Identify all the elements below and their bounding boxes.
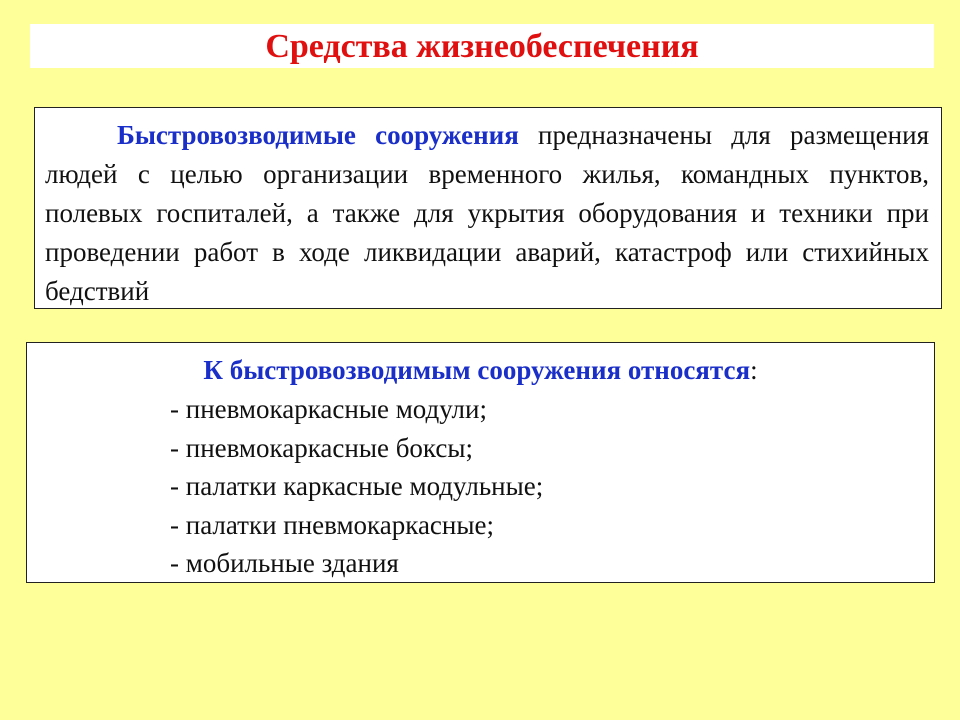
types-heading-text: К быстровозводимым сооружения относятся — [203, 355, 751, 385]
list-item: - пневмокаркасные модули; — [170, 394, 487, 424]
list-item: - пневмокаркасные боксы; — [170, 432, 473, 463]
slide-title: Средства жизнеобеспечения — [265, 28, 699, 65]
definition-term: Быстровозводимые сооружения — [117, 120, 519, 150]
types-list — [170, 390, 543, 583]
definition-text: предназначены для размещения людей с целью организации временного жилья, командных пунктов, полевых госпиталей, а также для укрытия оборудования и техники при проведении работ в ходе ликвидации аварий, катастроф или стихийных бедствий — [45, 120, 929, 306]
types-box — [26, 342, 935, 583]
list-item: - палатки каркасные модульные; — [170, 471, 544, 501]
types-heading-punct: : — [750, 355, 758, 385]
definition-paragraph — [45, 116, 929, 311]
definition-box — [34, 107, 942, 309]
list-item: - палатки пневмокаркасные; — [170, 509, 494, 540]
title-bar — [30, 24, 934, 68]
types-heading — [27, 351, 934, 390]
list-item: - мобильные здания — [170, 548, 399, 578]
